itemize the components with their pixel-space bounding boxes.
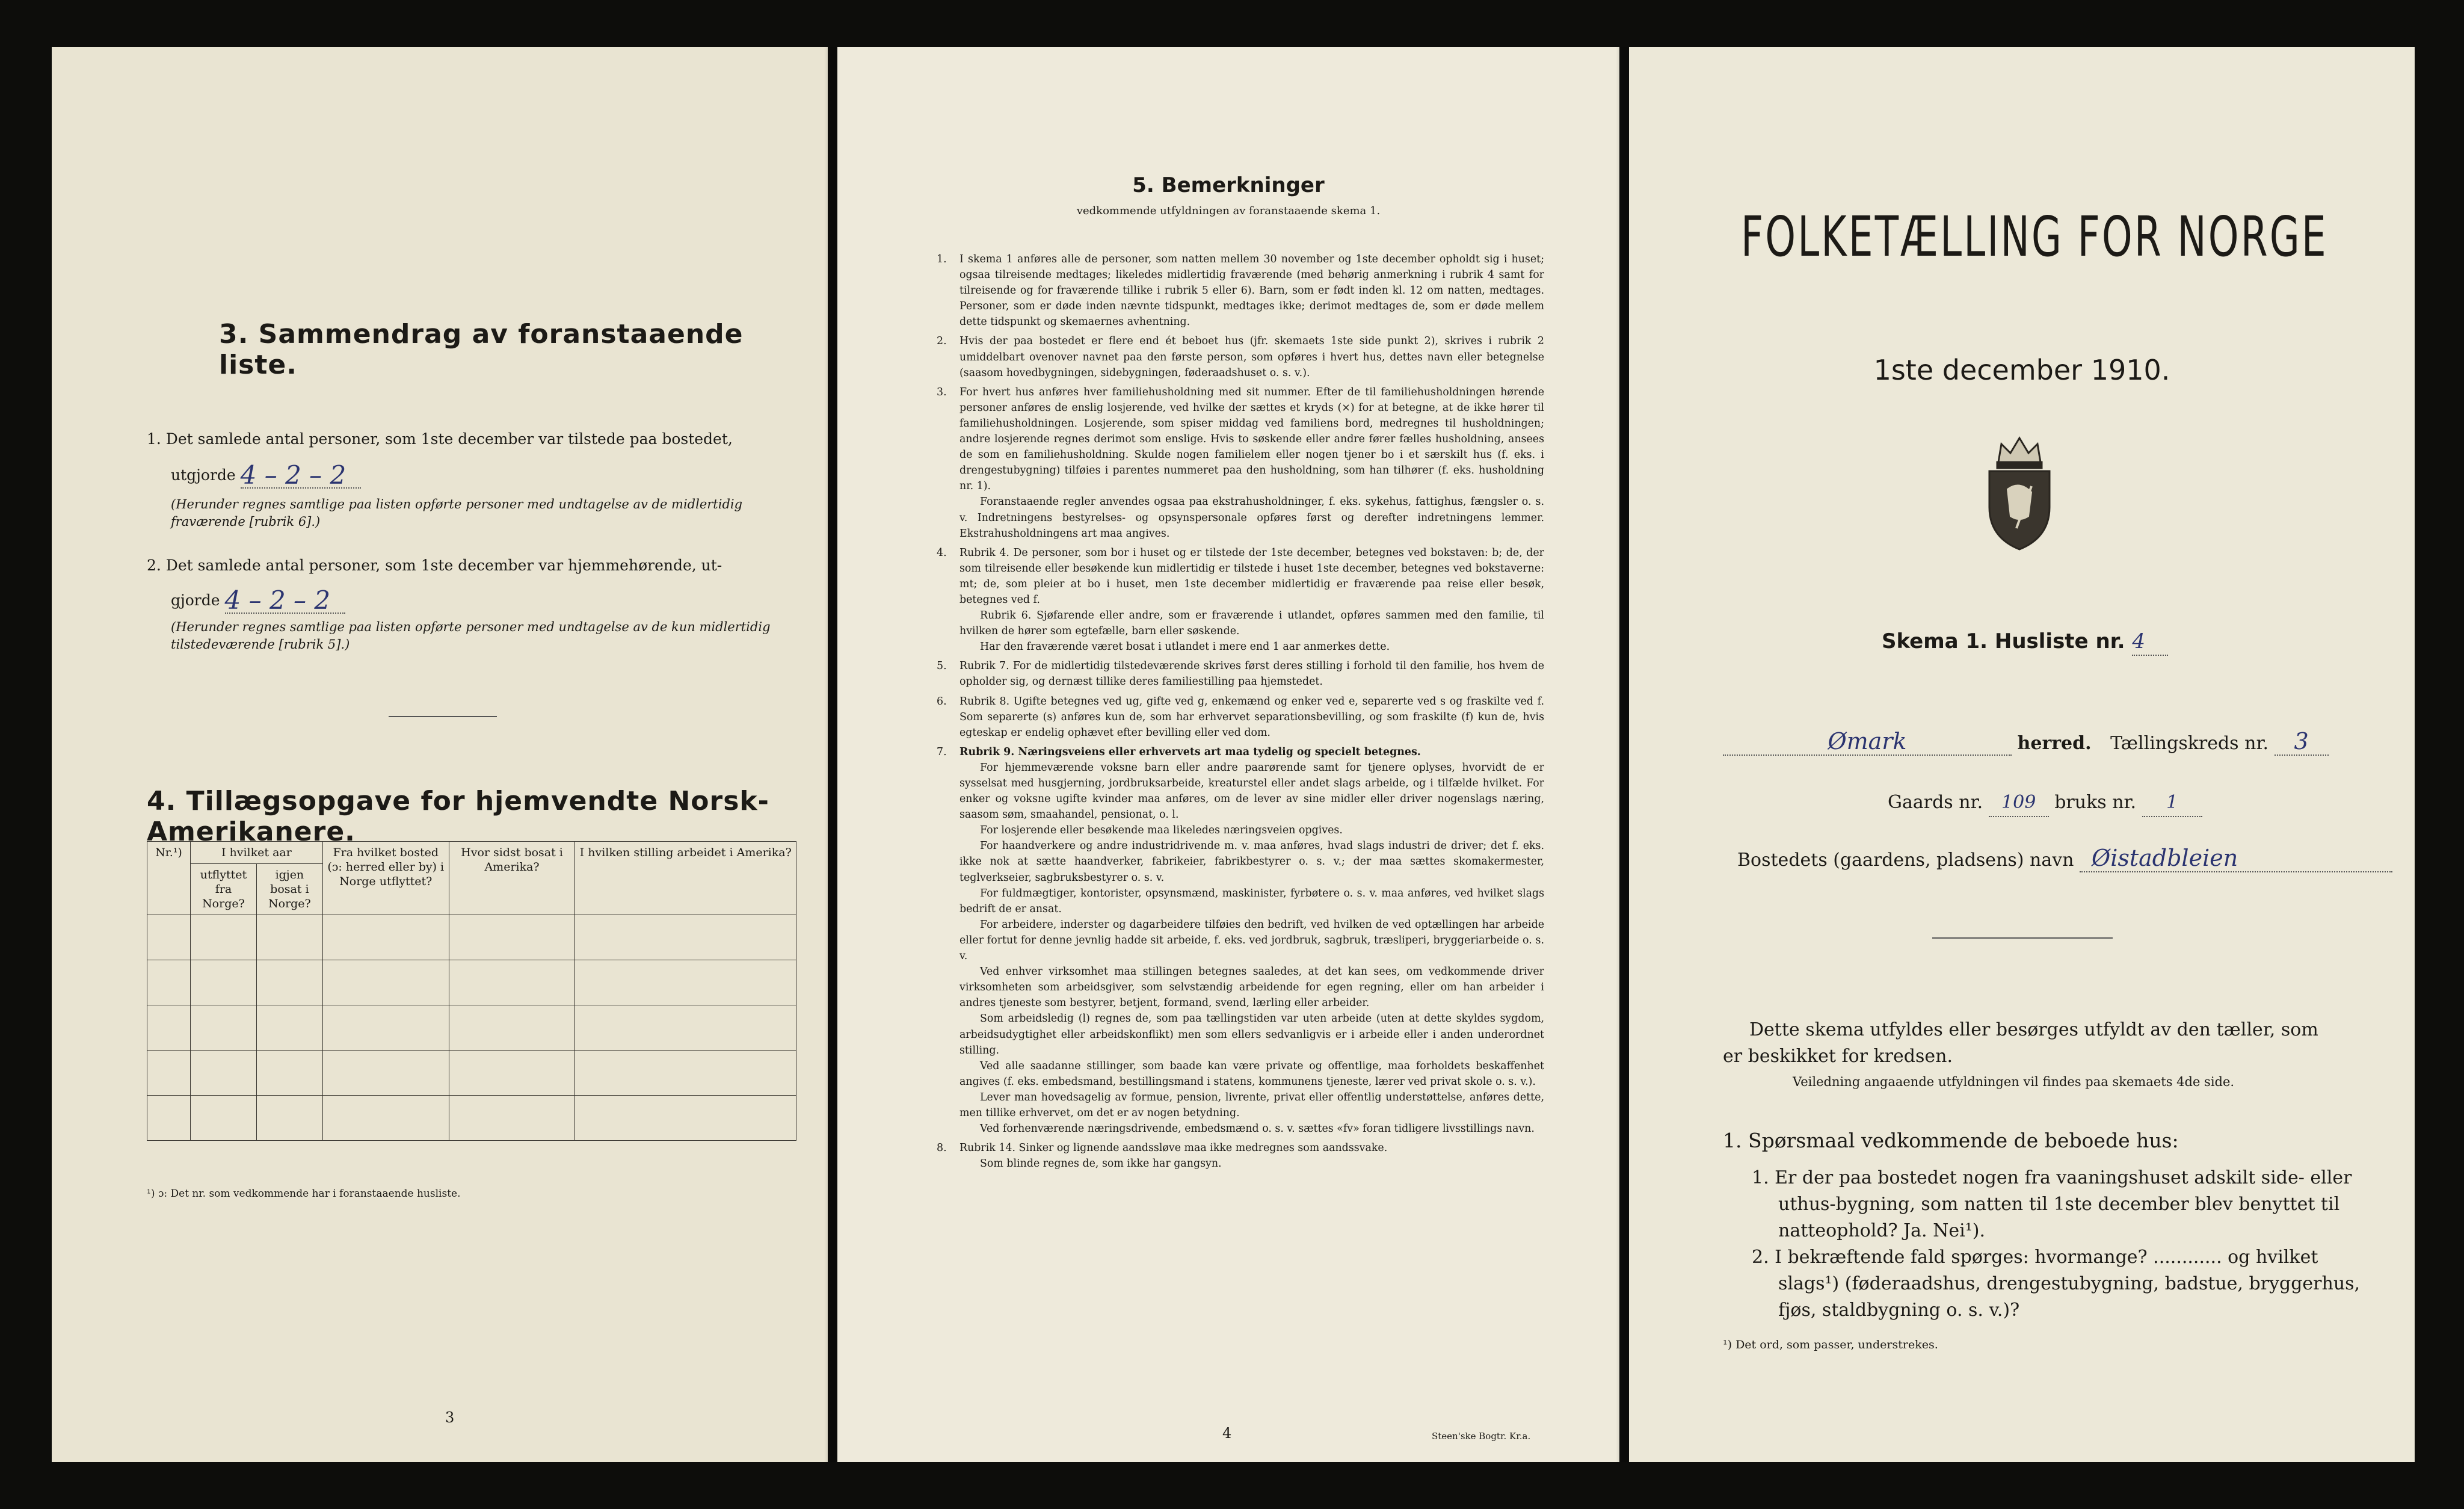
item1-text: 1. Det samlede antal personer, som 1ste december var tilstede paa bostedet, <box>147 430 733 448</box>
col-position: I hvilken stilling arbeidet i Amerika? <box>575 842 796 915</box>
col-nr: Nr.¹) <box>147 842 191 915</box>
list-item: 5. Rubrik 7. For de midlertidig tilstedeværende skrives først deres stilling i forhold til den familie, hos hvem de opholder sig, og dernæst tillike deres familiestilling paa hjemstedet. <box>937 660 1544 688</box>
col-where: Hvor sidst bosat i Amerika? <box>449 842 575 915</box>
item1-answer-row <box>171 462 361 489</box>
section3-title: 3. Sammendrag av foranstaaende liste. <box>219 319 744 380</box>
gaards-value[interactable]: 109 <box>1989 789 2049 817</box>
question-1: 1. Er der paa bostedet nogen fra vaaningshuset adskilt side- eller uthus-bygning, som natten til 1ste december blev benyttet til natteophold? Ja. Nei¹). <box>1752 1167 2352 1241</box>
remarks-subtitle: vedkommende utfyldningen av foranstaaende skema 1. <box>1076 205 1381 217</box>
table-row <box>147 960 796 1005</box>
herred-row <box>1723 728 2403 757</box>
schema-row: Skema 1. Husliste nr. 4 <box>1882 628 2168 656</box>
list-item: 2. Hvis der paa bostedet er flere end ét beboet hus (jfr. skemaets 1ste side punkt 2), skrives i rubrik 2 umiddelbart ovenover navnet paa den første person, som opføres i hvert hus, dettes navn eller betegnelse (saasom hovedbygningen, sidebygningen, føderaadshuset o. s. v.). <box>937 335 1544 379</box>
table-row <box>147 1096 796 1141</box>
list-item: 3. For hvert hus anføres hver familiehusholdning med sit nummer. Efter de til familiehusholdningen hørende personer anføres de enslig losjerende, ved hvilke der sættes et kryds (×) for at betegne, at de ikke hører til familiehusholdningen. Losjerende, som spiser middag ved familiens bord, medregnes til husholdningen; andre losjerende regnes derimot som enslige. Hvis to søskende eller andre fører fælles husholdning, ansees de som en familiehusholdning. Skulde nogen familielem eller nogen tjener bo i et særskilt hus (f. eks. i drengestubygning) tilføies i parentes nummeret paa den husholdning, som han tilhører (f. eks. husholdning nr. 1). Foranstaaende regler anvendes ogsaa paa ekstrahusholdninger, f. eks. sykehus, fattighus, fængsler o. s. v. Indretningens bestyrelses- og opsynspersonale opføres først og derefter indretningens lemmer. Ekstrahusholdningens art maa angives. <box>937 386 1544 540</box>
bosted-value[interactable]: Øistadbleien <box>2080 845 2392 872</box>
remarks-list <box>937 252 1544 1171</box>
page-number: 4 <box>1222 1425 1232 1442</box>
herred-label: herred. <box>2017 733 2092 754</box>
intro-text: Dette skema utfyldes eller besørges utfyldt av den tæller, som er beskikket for kredsen. <box>1723 1019 2318 1067</box>
list-item: 8. Rubrik 14. Sinker og lignende aandssløve maa ikke medregnes som aandssvake. Som blinde regnes de, som ikke har gangsyn. <box>937 1142 1388 1170</box>
list-item: 7. Rubrik 9. Næringsveiens eller erhvervets art maa tydelig og specielt betegnes. For hjemmeværende voksne barn eller andre paarørende samt for tjenere oplyses, hvorvidt de er sysselsat med husgjerning, jordbruksarbeide, kreaturstel eller andet slags arbeide, og i tilfælde hvilket. For enker og voksne ugifte kvinder maa anføres, om de lever av sine midler eller driver nogenslags næring, saasom søm, smaahandel, pensionat, o. l. For losjerende eller besøkende maa likeledes næringsveien opgives. For haandverkere og andre industridrivende m. v. maa anføres, hvad slags industri de driver; det f. eks. ikke nok at sætte haandverker, fabrikeier, fabrikbestyrer o. s. v.; der maa sættes skomakermester, teglverkseier, sagbruksbestyrer o. s. v. For fuldmægtiger, kontorister, opsynsmænd, maskinister, fyrbøtere o. s. v. maa anføres, ved hvilket slags bedrift de er ansat. For arbeidere, inderster og dagarbeidere tilføies den bedrift, ved hvilken de ved optællingen har arbeide eller fortut for denne jevnlig hadde sit arbeide, f. eks. ved jordbruk, sagbruk, træsliperi, bryggeriarbeide o. s. v. Ved enhver virksomhet maa stillingen betegnes saaledes, at det kan sees, om vedkommende driver virksomheten som arbeidsgiver, som selvstændig arbeidende for egen regning, eller om han arbeider i andres tjeneste som bestyrer, betjent, formand, svend, lærling eller arbeider. Som arbeidsledig (l) regnes de, som paa tællingstiden var uten arbeide (uten at dette skyldes sygdom, arbeidsudygtighet eller arbeidskonflikt) men som ellers sedvanligvis er i arbeide eller i anden underordnet stilling. Ved alle saadanne stillinger, som baade kan være private og offentlige, maa forholdets beskaffenhet angives (f. eks. embedsmand, bestillingsmand i statens, kommunens tjeneste, lærer ved privat skole o. s. v.). Lever man hovedsagelig av formue, pension, livrente, privat eller offentlig understøttelse, anføres dette, men tillike erhvervet, om det er av nogen betydning. Ved forhenværende næringsdrivende, embedsmænd o. s. v. sættes «fv» foran tidligere livsstillings navn. <box>937 745 1544 1135</box>
item2-value[interactable]: 4 – 2 – 2 <box>225 588 345 614</box>
census-date: 1ste december 1910. <box>1873 354 2170 386</box>
table-row <box>147 915 796 960</box>
item2-note: (Herunder regnes samtlige paa listen opførte personer med undtagelse av de kun midlertidig tilstedeværende [rubrik 5].) <box>171 620 771 652</box>
husliste-nr[interactable]: 4 <box>2132 628 2168 656</box>
item1-prefix: utgjorde <box>171 466 236 484</box>
col-year-group: I hvilket aar <box>190 842 322 864</box>
item2-answer-row <box>171 587 345 614</box>
col-emigrated: utflyttet fra Norge? <box>190 864 256 915</box>
table-row <box>147 1051 796 1096</box>
table-row <box>147 1005 796 1051</box>
herred-value[interactable]: Ømark <box>1723 728 2012 756</box>
page-left <box>52 47 828 1462</box>
question-2: 2. I bekræftende fald spørges: hvormange? ............ og hvilket slags¹) (føderaadshus, drengestubygning, badstue, bryggerhus, fjøs, staldbygning o. s. v.)? <box>1752 1247 2361 1321</box>
printer-credit: Steen'ske Bogtr. Kr.a. <box>1432 1431 1531 1442</box>
bosted-row: Bostedets (gaardens, pladsens) navn Øistadbleien <box>1737 845 2392 874</box>
veiledning-text: Veiledning angaaende utfyldningen vil findes paa skemaets 4de side. <box>1793 1075 2235 1089</box>
col-returned: igjen bosat i Norge? <box>256 864 322 915</box>
table-footnote: ¹) ɔ: Det nr. som vedkommende har i foranstaaende husliste. <box>147 1188 461 1200</box>
item2-prefix: gjorde <box>171 591 220 609</box>
page-number: 3 <box>445 1409 455 1426</box>
remarks-title: 5. Bemerkninger <box>1132 173 1325 197</box>
item1-value[interactable]: 4 – 2 – 2 <box>241 463 361 489</box>
norway-coat-of-arms-icon <box>1974 432 2065 552</box>
norsk-amerikanere-table <box>147 841 796 1141</box>
col-from: Fra hvilket bosted (ɔ: herred eller by) i Norge utflyttet? <box>322 842 449 915</box>
footnote: ¹) Det ord, som passer, understrekes. <box>1723 1338 1938 1351</box>
list-item: 6. Rubrik 8. Ugifte betegnes ved ug, gifte ved g, enkemænd og enker ved e, separerte ved s og fraskilte ved f. Som separerte (s) anføres kun de, som har erhvervet separationsbevilling, og som fraskilte (f) kun de, hvis egteskap er endelig ophævet efter bevilling eller ved dom. <box>937 695 1544 739</box>
list-item: 1. I skema 1 anføres alle de personer, som natten mellem 30 november og 1ste december opholdt sig i huset; ogsaa tilreisende medtages; likeledes midlertidig fraværende (med behørig anmerkning i rubrik 4 samt for tilreisende og for fraværende tillike i rubrik 5 eller 6). Barn, som er født inden kl. 12 om natten, medtages. Personer, som er døde inden nævnte tidspunkt, medtages ikke; derimot medtages de, som er døde mellem dette tidspunkt og skemaernes avhentning. <box>937 253 1544 329</box>
gaards-row: Gaards nr. 109 bruks nr. 1 <box>1888 789 2202 817</box>
document-title: FOLKETÆLLING FOR NORGE <box>1741 205 2328 269</box>
kreds-value[interactable]: 3 <box>2275 728 2329 756</box>
page-right <box>1629 47 2415 1462</box>
kreds-label: Tællingskreds nr. <box>2110 733 2269 754</box>
page-middle <box>837 47 1619 1462</box>
divider <box>1932 937 2113 939</box>
item1-note: (Herunder regnes samtlige paa listen opførte personer med undtagelse av de midlertidig fraværende [rubrik 6].) <box>171 497 743 529</box>
questions-header: 1. Spørsmaal vedkommende de beboede hus: <box>1723 1129 2179 1152</box>
list-item: 4. Rubrik 4. De personer, som bor i huset og er tilstede der 1ste december, betegnes ved bokstaven: b; de, der som tilreisende eller besøkende kun midlertidig er tilstede i huset 1ste december, betegnes ved bokstaverne: mt; de, som pleier at bo i huset, men 1ste december midlertidig er fraværende paa reise eller besøk, betegnes ved f. Rubrik 6. Sjøfarende eller andre, som er fraværende i utlandet, opføres sammen med den familie, til hvilken de hører som egtefælle, barn eller søskende. Har den fraværende været bosat i utlandet i mere end 1 aar anmerkes dette. <box>937 546 1544 653</box>
divider <box>389 716 497 717</box>
item2-text: 2. Det samlede antal personer, som 1ste december var hjemmehørende, ut- <box>147 557 722 574</box>
section4-title: 4. Tillægsopgave for hjemvendte Norsk-Amerikanere. <box>147 786 769 847</box>
bruks-value[interactable]: 1 <box>2142 789 2202 817</box>
